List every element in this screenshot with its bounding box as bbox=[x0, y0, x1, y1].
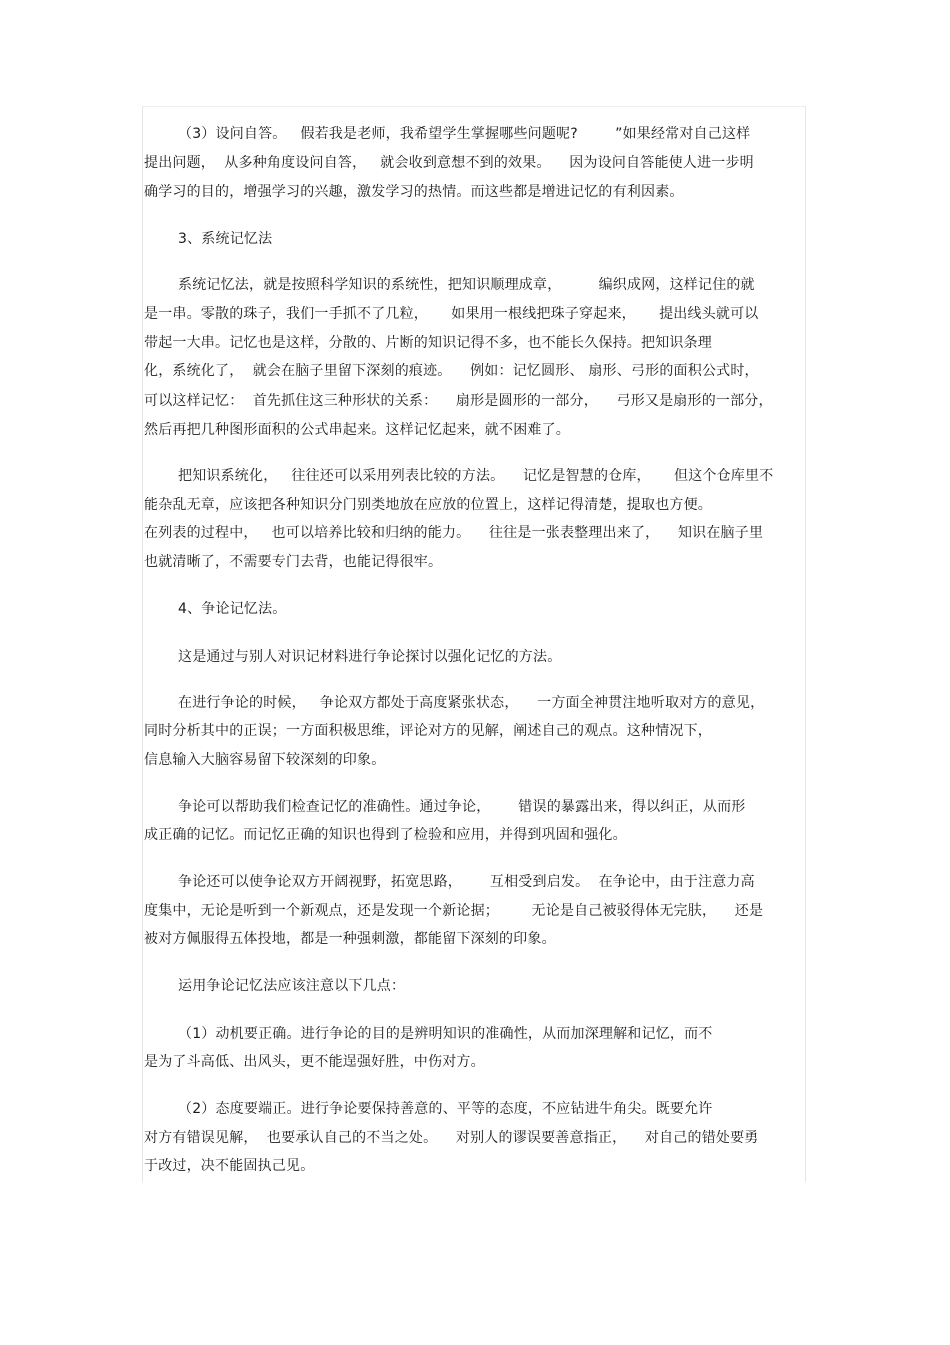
text-line: （3）设问自答。 假若我是老师，我希望学生掌握哪些问题呢? ”如果经常对自己这样 bbox=[178, 126, 751, 142]
text-line: 同时分析其中的正误；一方面积极思维，评论对方的见解，阐述自己的观点。这种情况下， bbox=[144, 723, 712, 739]
section-heading: 3、系统记忆法 bbox=[178, 231, 273, 247]
text-line: 在列表的过程中， 也可以培养比较和归纳的能力。 往往是一张表整理出来了， 知识在脑子里 bbox=[144, 525, 764, 541]
text-line: 对方有错误见解， 也要承认自己的不当之处。 对别人的谬误要善意指正， 对自己的错处要勇 bbox=[144, 1130, 759, 1146]
text-line: 被对方佩服得五体投地，都是一种强刺激，都能留下深刻的印象。 bbox=[144, 931, 556, 947]
text-line: 成正确的记忆。而记忆正确的知识也得到了检验和应用，并得到巩固和强化。 bbox=[144, 827, 627, 843]
text-line: 这是通过与别人对识记材料进行争论探讨以强化记忆的方法。 bbox=[178, 649, 562, 665]
text-line: 把知识系统化， 往往还可以采用列表比较的方法。 记忆是智慧的仓库， 但这个仓库里不 bbox=[178, 468, 774, 484]
text-line: 化，系统化了， 就会在脑子里留下深刻的痕迹。 例如：记忆圆形、 扇形、弓形的面积公式时， bbox=[144, 363, 759, 379]
text-line: 在进行争论的时候， 争论双方都处于高度紧张状态， 一方面全神贯注地听取对方的意见， bbox=[178, 695, 765, 711]
text-line: 能杂乱无章，应该把各种知识分门别类地放在应放的位置上，这样记得清楚，提取也方便。 bbox=[144, 497, 712, 513]
page-frame bbox=[142, 106, 806, 1182]
text-line: 带起一大串。记忆也是这样，分散的、片断的知识记得不多，也不能长久保持。把知识条理 bbox=[144, 335, 712, 351]
section-heading: 4、争论记忆法。 bbox=[178, 601, 287, 617]
text-line: 可以这样记忆： 首先抓住这三种形状的关系： 扇形是圆形的一部分， 弓形又是扇形的一部分， bbox=[144, 393, 773, 409]
text-line: 然后再把几种图形面积的公式串起来。这样记忆起来，就不困难了。 bbox=[144, 422, 570, 438]
text-line: 确学习的目的，增强学习的兴趣，激发学习的热情。而这些都是增进记忆的有利因素。 bbox=[144, 184, 684, 200]
text-line: 提出问题， 从多种角度设问自答， 就会收到意想不到的效果。 因为设问自答能使人进一步明 bbox=[144, 155, 754, 171]
text-line: 信息输入大脑容易留下较深刻的印象。 bbox=[144, 752, 386, 768]
text-line: 运用争论记忆法应该注意以下几点： bbox=[178, 978, 406, 994]
text-line: 争论可以帮助我们检查记忆的准确性。通过争论， 错误的暴露出来，得以纠正，从而形 bbox=[178, 799, 746, 815]
text-line: 是为了斗高低、出风头，更不能逞强好胜，中伤对方。 bbox=[144, 1054, 485, 1070]
text-line: 于改过，决不能固执己见。 bbox=[144, 1158, 315, 1174]
text-line: （2）态度要端正。进行争论要保持善意的、平等的态度，不应钻进牛角尖。既要允许 bbox=[178, 1101, 713, 1117]
text-line: 是一串。零散的珠子，我们一手抓不了几粒， 如果用一根线把珠子穿起来， 提出线头就可以 bbox=[144, 306, 759, 322]
text-line: 系统记忆法，就是按照科学知识的系统性，把知识顺理成章， 编织成网，这样记住的就 bbox=[178, 277, 755, 293]
text-line: 度集中，无论是听到一个新观点，还是发现一个新论据； 无论是自己被驳得体无完肤， 还是 bbox=[144, 903, 764, 919]
text-line: 也就清晰了，不需要专门去背，也能记得很牢。 bbox=[144, 554, 443, 570]
text-line: 争论还可以使争论双方开阔视野，拓宽思路， 互相受到启发。 在争论中，由于注意力高 bbox=[178, 874, 755, 890]
text-line: （1）动机要正确。进行争论的目的是辨明知识的准确性，从而加深理解和记忆，而不 bbox=[178, 1026, 713, 1042]
